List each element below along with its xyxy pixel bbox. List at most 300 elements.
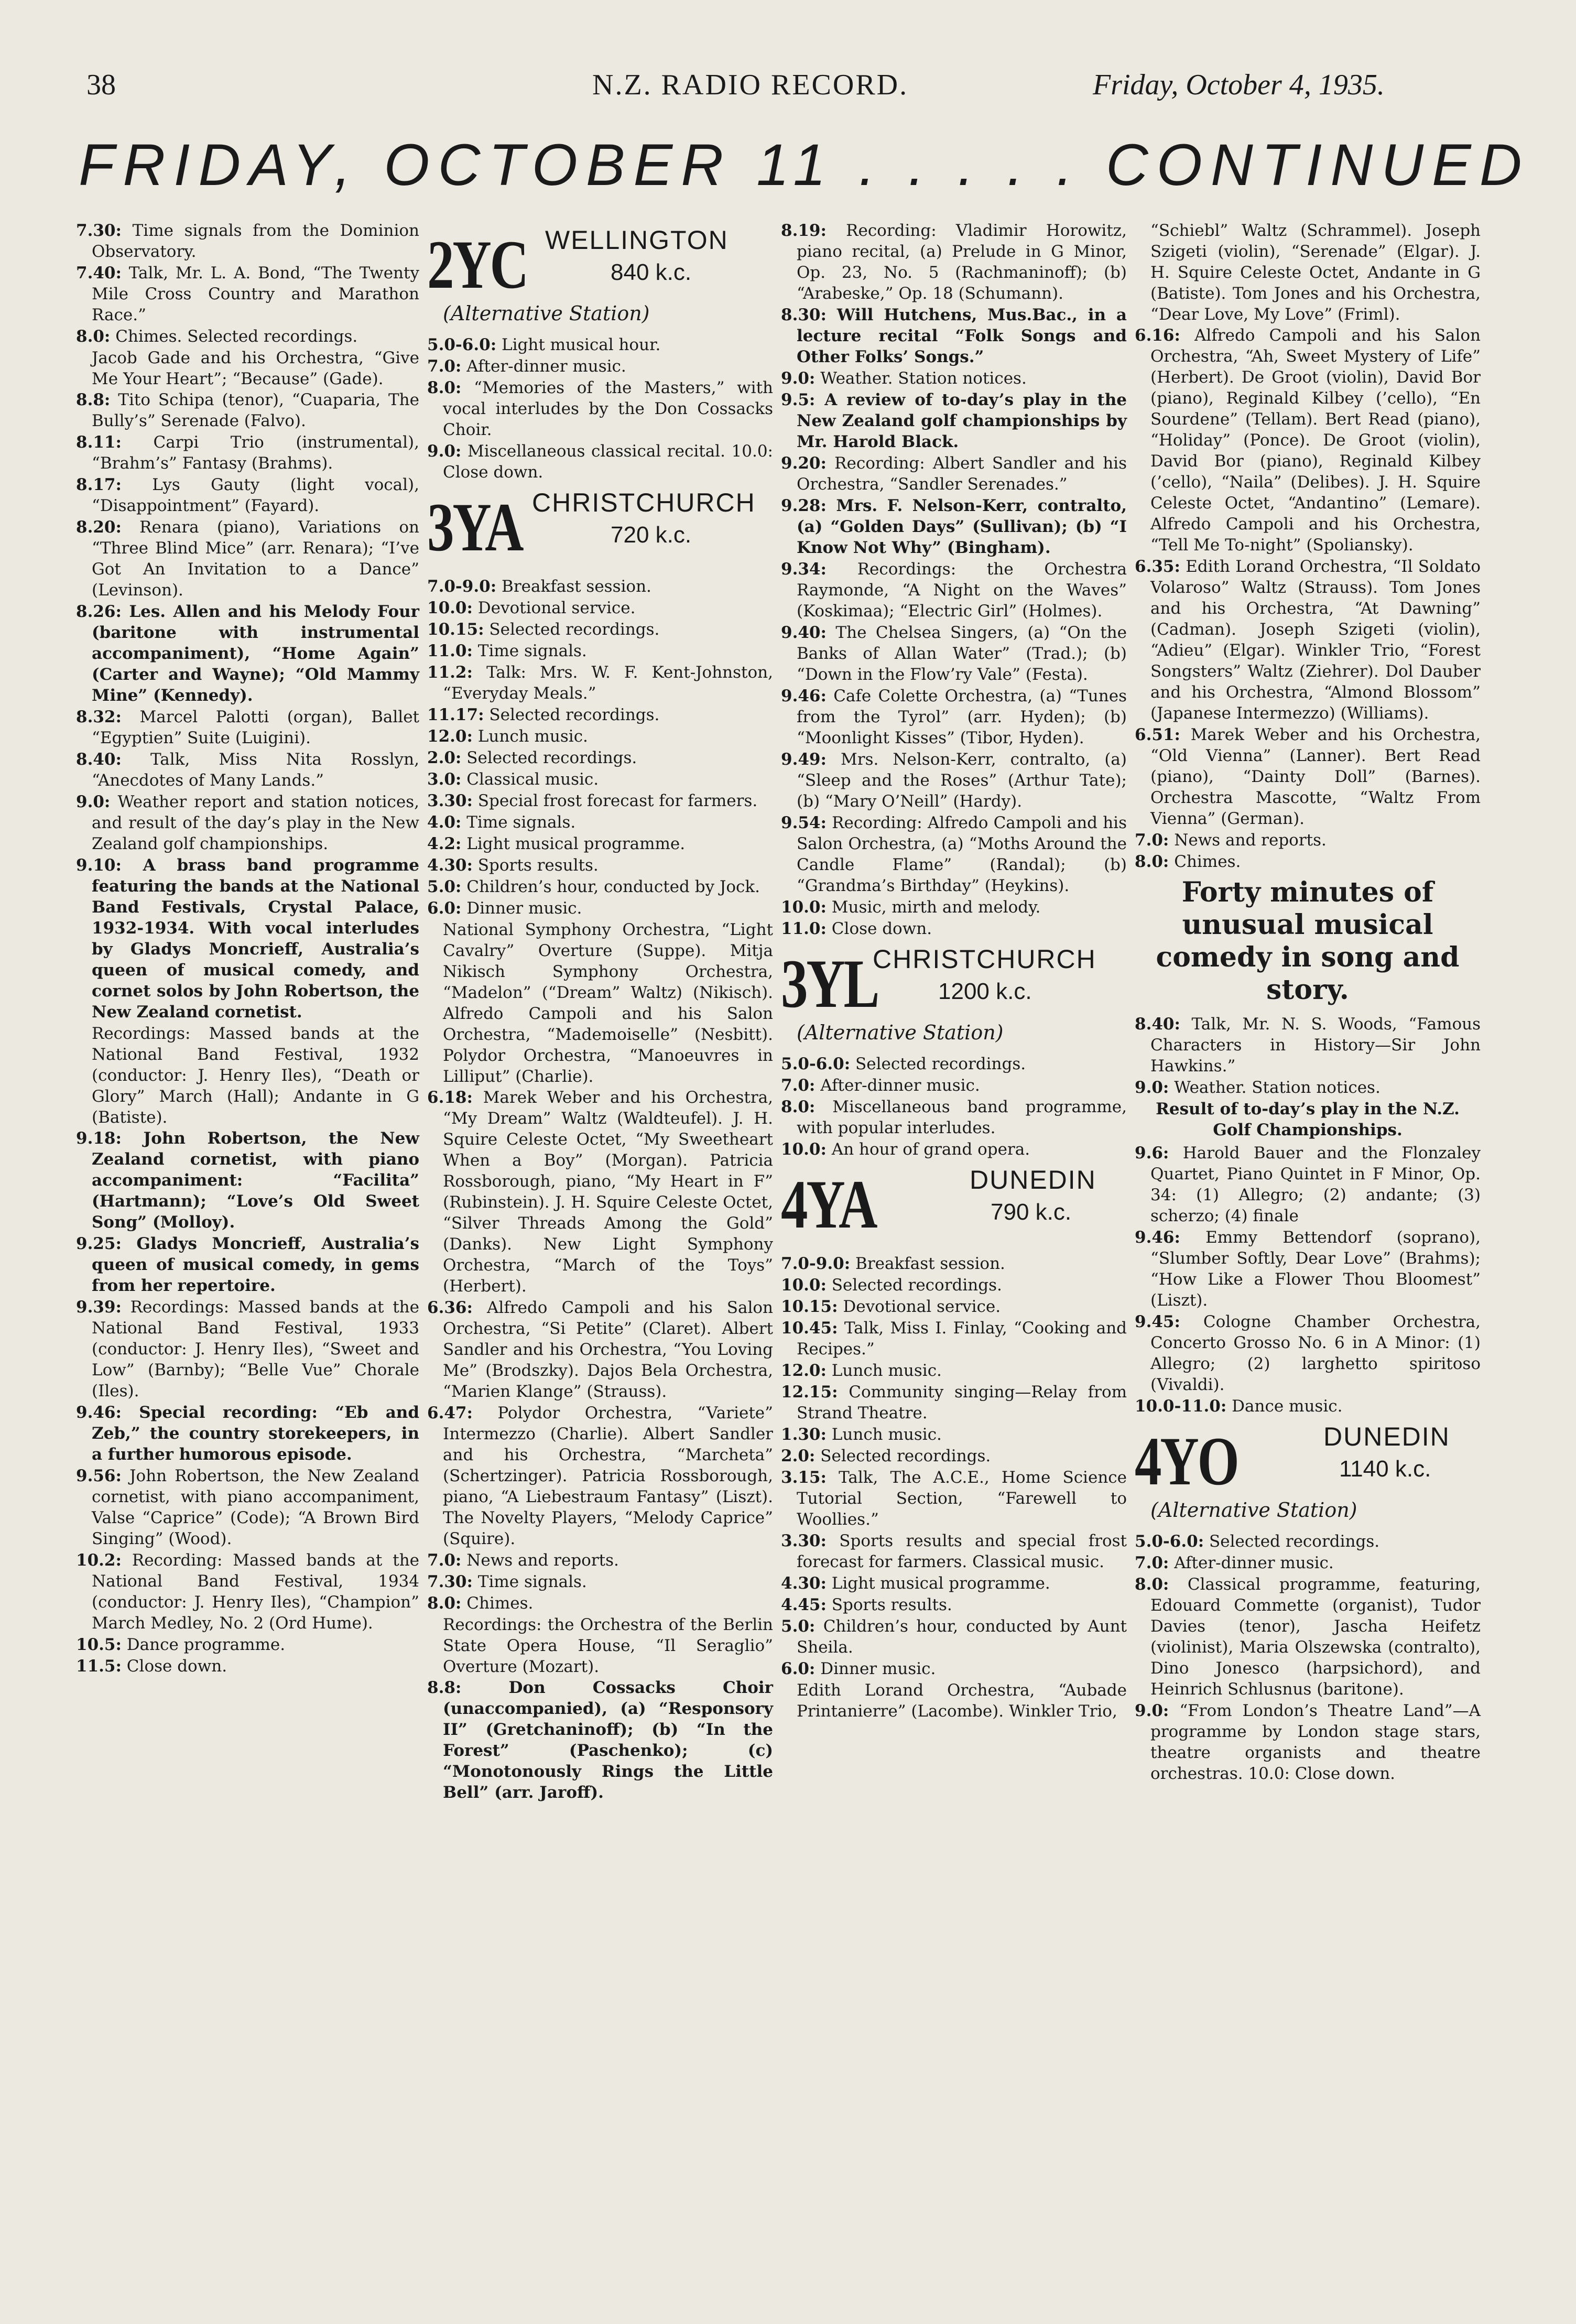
program-entry xyxy=(76,389,419,431)
program-text: Devotional service. xyxy=(838,1297,1001,1316)
publication-title: N.Z. RADIO RECORD. xyxy=(592,69,909,101)
program-text: “From London’s Theatre Land”—A programme by London stage stars, theatre organists and theatre orchestras. 10.0: Close down. xyxy=(1150,1701,1481,1783)
program-continuation: Recordings: the Orchestra of the Berlin State Opera House, “Il Seraglio” Overture (Mozart). xyxy=(443,1615,773,1676)
program-text: Chimes. xyxy=(1169,852,1241,871)
program-time: 8.8: xyxy=(427,1678,462,1697)
program-text: Alfredo Campoli and his Salon Orchestra, “Ah, Sweet Mystery of Life” (Herbert). De Groot (violin), David Bor (piano), Reginald Kilbey (’cello), “En Sourdene” (Tellam). Bert Read (piano), “Holiday” (Ponce). De Groot (violin), David Bor (piano), Reginald Kilbey (’cello), “Naila” (Delibes). J. H. Squire Celeste Octet, “Andantino” (Lemare). Alfredo Campoli and his Orchestra, “Tell Me To-night” (Spoliansky). xyxy=(1150,326,1481,555)
program-entry xyxy=(1135,556,1481,724)
program-time: 7.0-9.0: xyxy=(781,1254,851,1273)
program-entry xyxy=(781,622,1127,685)
program-continuation: National Symphony Orchestra, “Light Cavalry” Overture (Suppe). Mitja Nikisch Symphony Orchestra, “Madelon” (“Dream” Waltz) (Nikisch). Alfredo Campoli and his Salon Orchestra, “Mademoiselle” (Nesbitt). Polydor Orchestra, “Manoeuvres in Lilliput” (Charlie). xyxy=(443,920,773,1086)
program-time: 8.0: xyxy=(427,378,462,397)
program-entry xyxy=(781,1275,1127,1296)
program-entry xyxy=(781,495,1127,558)
program-time: 11.0: xyxy=(427,642,473,660)
program-text: After-dinner music. xyxy=(815,1076,980,1095)
program-text: Children’s hour, conducted by Aunt Sheila. xyxy=(797,1617,1127,1657)
program-list xyxy=(427,334,773,483)
program-entry xyxy=(781,559,1127,622)
program-time: 12.0: xyxy=(427,727,473,746)
program-text: Don Cossacks Choir (unaccompanied), (a) “Responsory II” (Gretchaninoff); (b) “In the Forest” (Paschenko); (c) “Monotonously Rings the Little Bell” (arr. Jaroff). xyxy=(443,1678,773,1802)
program-text: Selected recordings. xyxy=(1204,1532,1380,1551)
program-entry xyxy=(781,1594,1127,1615)
program-entry xyxy=(76,1128,419,1233)
program-entry xyxy=(781,389,1127,452)
program-text: Weather. Station notices. xyxy=(815,369,1027,388)
program-time: 10.0-11.0: xyxy=(1135,1397,1227,1416)
program-time: 8.0: xyxy=(76,327,111,346)
station-frequency: 1200 k.c. xyxy=(938,979,1032,1004)
program-time: 9.0: xyxy=(1135,1701,1169,1720)
program-text: Sports results. xyxy=(826,1595,952,1614)
program-text: News and reports. xyxy=(1169,831,1327,850)
program-time: 11.0: xyxy=(781,919,827,938)
program-text: Recording: Alfredo Campoli and his Salon Orchestra, (a) “Moths Around the Candle Flame” (Randal); (b) “Grandma’s Birthday” (Heykins). xyxy=(797,813,1127,895)
program-time: 7.0: xyxy=(1135,831,1169,850)
program-list xyxy=(1135,220,1481,872)
program-time: 11.2: xyxy=(427,663,473,682)
program-time: 7.0: xyxy=(781,1076,816,1095)
program-entry xyxy=(1135,851,1481,872)
program-text: John Robertson, the New Zealand cornetist, with piano accompaniment: “Facilita” (Hartmann); “Love’s Old Sweet Song” (Molloy). xyxy=(92,1129,419,1232)
program-time: 7.0-9.0: xyxy=(427,577,497,596)
program-time: 2.0: xyxy=(781,1447,816,1465)
program-time: 8.26: xyxy=(76,602,122,621)
program-text: Close down. xyxy=(826,919,932,938)
program-time: 5.0-6.0: xyxy=(1135,1532,1204,1551)
program-time: 9.46: xyxy=(1135,1228,1180,1247)
program-text: Classical music. xyxy=(461,770,599,789)
program-entry xyxy=(1135,830,1481,851)
program-entry xyxy=(781,1318,1127,1360)
program-text: Weather. Station notices. xyxy=(1169,1078,1381,1097)
station-4ya xyxy=(781,1165,1127,1244)
program-time: 6.16: xyxy=(1135,326,1180,345)
program-text: Edith Lorand Orchestra, “Il Soldato Volaroso” Waltz (Strauss). Tom Jones and his Orchestra, “At Dawning” (Cadman). Joseph Szigeti (violin), “Adieu” (Elgar). Winkler Trio, “Forest Songsters” Waltz (Ziehrer). Dol Dauber and his Orchestra, “Almond Blossom” (Japanese Intermezzo) (Williams). xyxy=(1150,557,1481,723)
program-time: 10.15: xyxy=(781,1297,838,1316)
golf-result-notice: Result of to-day’s play in the N.Z. Golf Championships. xyxy=(1156,1100,1460,1139)
program-entry xyxy=(76,707,419,748)
program-entry xyxy=(781,453,1127,495)
program-text: Talk, Miss I. Finlay, “Cooking and Recipes.” xyxy=(797,1319,1127,1359)
station-city: CHRISTCHURCH xyxy=(532,488,756,517)
program-time: 6.18: xyxy=(427,1088,473,1107)
program-entry xyxy=(781,368,1127,389)
program-entry xyxy=(427,833,773,854)
program-entry xyxy=(427,812,773,833)
program-entry xyxy=(427,576,773,597)
station-3yl xyxy=(781,944,1127,1044)
program-time: 4.2: xyxy=(427,834,462,853)
program-time: 9.40: xyxy=(781,623,827,642)
program-text: Cafe Colette Orchestra, (a) “Tunes from the Tyrol” (arr. Hyden); (b) “Moonlight Kisses” (Tibor, Hyden). xyxy=(797,687,1127,747)
program-text: Music, mirth and melody. xyxy=(826,898,1041,917)
program-time: 9.46: xyxy=(76,1403,122,1422)
program-list xyxy=(781,1253,1127,1722)
program-time: 9.39: xyxy=(76,1298,122,1317)
program-text: Les. Allen and his Melody Four (baritone with instrumental accompaniment), “Home Again” (Carter and Wayne); “Old Mammy Mine” (Kennedy). xyxy=(92,602,419,705)
program-entry xyxy=(427,1550,773,1571)
program-time: 4.30: xyxy=(781,1574,827,1593)
program-time: 4.30: xyxy=(427,856,473,875)
program-list xyxy=(1135,1014,1481,1098)
program-text: Selected recordings. xyxy=(826,1276,1002,1295)
program-text: Light musical programme. xyxy=(826,1574,1050,1593)
program-entry xyxy=(427,876,773,897)
program-time: 8.40: xyxy=(1135,1015,1180,1034)
program-text: Dance programme. xyxy=(121,1635,286,1654)
program-entry xyxy=(76,220,419,262)
program-entry xyxy=(76,601,419,706)
program-text: Mrs. F. Nelson-Kerr, contralto, (a) “Golden Days” (Sullivan); (b) “I Know Not Why” (Bingham). xyxy=(797,496,1127,557)
program-text: Weather report and station notices, and result of the day’s play in the New Zealand golf championships. xyxy=(92,792,419,853)
program-entry xyxy=(427,1593,773,1614)
program-text: Alfredo Campoli and his Salon Orchestra, “Si Petite” (Claret). Albert Sandler and his Orchestra, “You Loving Me” (Brodszky). Dajos Bela Orchestra, “Marien Klange” (Strauss). xyxy=(443,1298,773,1401)
station-callsign: 2YC xyxy=(427,226,527,303)
program-time: 7.40: xyxy=(76,264,122,283)
program-time: 8.0: xyxy=(1135,852,1169,871)
program-entry xyxy=(76,1297,419,1402)
program-text: Breakfast session. xyxy=(850,1254,1005,1273)
program-time: 9.5: xyxy=(781,390,816,409)
station-city: DUNEDIN xyxy=(970,1165,1096,1194)
program-text: Sports results. xyxy=(472,856,599,875)
program-text: Chimes. xyxy=(461,1594,534,1613)
program-entry xyxy=(781,1573,1127,1594)
page-number: 38 xyxy=(86,69,116,101)
program-time: 6.35: xyxy=(1135,557,1180,576)
program-time: 9.25: xyxy=(76,1234,122,1253)
program-text: Will Hutchens, Mus.Bac., in a lecture recital “Folk Songs and Other Folks’ Songs.” xyxy=(797,306,1127,366)
program-entry xyxy=(427,704,773,725)
program-entry xyxy=(781,1253,1127,1274)
program-text: “Memories of the Masters,” with vocal interludes by the Don Cossacks Choir. xyxy=(443,378,773,439)
program-text: Sports results and special frost forecast for farmers. Classical music. xyxy=(797,1532,1127,1571)
program-time: 3.0: xyxy=(427,770,462,789)
program-entry xyxy=(76,1634,419,1655)
program-text: Time signals. xyxy=(472,642,587,660)
station-city: DUNEDIN xyxy=(1323,1422,1450,1451)
program-time: 8.0: xyxy=(781,1098,816,1116)
program-text: Carpi Trio (instrumental), “Brahm’s” Fantasy (Brahms). xyxy=(92,433,419,473)
program-time: 4.45: xyxy=(781,1595,827,1614)
program-time: 10.5: xyxy=(76,1635,122,1654)
program-time: 9.18: xyxy=(76,1129,122,1148)
program-entry xyxy=(1135,1014,1481,1077)
program-time: 9.0: xyxy=(781,369,816,388)
program-text: John Robertson, the New Zealand cornetist, with piano accompaniment, Valse “Caprice” (Code); “A Brown Bird Singing” (Wood). xyxy=(92,1467,419,1548)
program-list xyxy=(781,1054,1127,1160)
column-3 xyxy=(781,220,1127,1722)
program-text: Recordings: the Orchestra Raymonde, “A Night on the Waves” (Koskimaa); “Electric Girl” (Holmes). xyxy=(797,560,1127,621)
program-time: 7.0: xyxy=(427,1551,462,1570)
program-entry xyxy=(781,1446,1127,1467)
program-time: 4.0: xyxy=(427,813,462,832)
program-entry xyxy=(76,749,419,791)
program-entry xyxy=(781,1096,1127,1138)
program-time: 9.54: xyxy=(781,813,827,832)
program-text: Selected recordings. xyxy=(484,705,660,724)
station-alternative-label: (Alternative Station) xyxy=(797,1021,1004,1044)
issue-date: Friday, October 4, 1935. xyxy=(1093,69,1385,101)
program-time: 8.0: xyxy=(427,1594,462,1613)
program-entry xyxy=(427,377,773,440)
program-text: Miscellaneous band programme, with popular interludes. xyxy=(797,1098,1127,1137)
program-entry xyxy=(427,726,773,747)
program-time: 6.36: xyxy=(427,1298,473,1317)
program-text: Selected recordings. xyxy=(850,1055,1026,1073)
program-entry xyxy=(781,1360,1127,1381)
program-text: Classical programme, featuring, Edouard Commette (organist), Tudor Davies (tenor), Jascha Heifetz (violinist), Maria Olszewska (contralto), Dino Jonesco (harpsichord), and Heinrich Schlusnus (baritone). xyxy=(1150,1575,1481,1699)
program-text: Time signals from the Dominion Observatory. xyxy=(92,221,419,261)
program-time: 5.0: xyxy=(427,877,462,896)
program-text: Recording: Albert Sandler and his Orchestra, “Sandler Serenades.” xyxy=(797,454,1127,494)
program-time: 7.0: xyxy=(427,357,462,376)
program-text: Special frost forecast for farmers. xyxy=(472,791,758,810)
program-entry xyxy=(1135,724,1481,829)
program-time: 3.30: xyxy=(781,1532,827,1550)
program-text: Talk: Mrs. W. F. Kent-Johnston, “Everyday Meals.” xyxy=(443,663,773,703)
program-text: Gladys Moncrieff, Australia’s queen of musical comedy, in gems from her repertoire. xyxy=(92,1234,419,1295)
program-time: 10.0: xyxy=(427,599,473,617)
program-text: Recording: Massed bands at the National Band Festival, 1934 (conductor: J. Henry Iles), “Champion” March Medley, No. 2 (Ord Hume). xyxy=(92,1551,419,1633)
station-frequency: 1140 k.c. xyxy=(1339,1456,1431,1482)
program-text: Lunch music. xyxy=(472,727,588,746)
program-entry xyxy=(781,1530,1127,1572)
program-entry xyxy=(1135,1227,1481,1311)
program-time: 9.34: xyxy=(781,560,827,579)
station-city: WELLINGTON xyxy=(545,225,729,255)
program-entry xyxy=(427,1571,773,1592)
program-text: Devotional service. xyxy=(472,599,636,617)
program-entry xyxy=(427,1403,773,1549)
program-entry xyxy=(781,812,1127,896)
program-list xyxy=(76,220,419,1677)
program-entry xyxy=(781,918,1127,939)
program-entry xyxy=(76,855,419,1023)
station-callsign: 4YA xyxy=(781,1166,876,1243)
program-text: Dinner music. xyxy=(461,899,582,918)
program-entry xyxy=(427,898,773,919)
program-entry xyxy=(781,1467,1127,1530)
program-text: Marcel Palotti (organ), Ballet “Egyptien” Suite (Luigini). xyxy=(92,708,419,747)
program-time: 5.0-6.0: xyxy=(781,1055,851,1073)
program-entry xyxy=(427,769,773,790)
program-entry xyxy=(781,1382,1127,1424)
program-time: 6.0: xyxy=(427,899,462,918)
program-text: Dance music. xyxy=(1226,1397,1343,1416)
program-text: Talk, Mr. N. S. Woods, “Famous Characters in History—Sir John Hawkins.” xyxy=(1150,1015,1481,1076)
program-entry xyxy=(1135,1396,1481,1417)
program-entry xyxy=(427,619,773,640)
program-entry xyxy=(1135,1574,1481,1700)
program-list xyxy=(427,576,773,1803)
program-text: Harold Bauer and the Flonzaley Quartet, Piano Quintet in F Minor, Op. 34: (1) Allegro; (2) andante; (3) scherzo; (4) finale xyxy=(1150,1144,1481,1225)
program-text: Dinner music. xyxy=(815,1659,936,1678)
program-entry xyxy=(1135,1552,1481,1573)
program-time: 6.51: xyxy=(1135,725,1180,744)
program-text: Talk, The A.C.E., Home Science Tutorial Section, “Farewell to Woollies.” xyxy=(797,1468,1127,1529)
program-text: Cologne Chamber Orchestra, Concerto Grosso No. 6 in A Minor: (1) Allegro; (2) larghetto spiritoso (Vivaldi). xyxy=(1150,1312,1481,1394)
program-entry xyxy=(781,686,1127,748)
program-text: Community singing—Relay from Strand Theatre. xyxy=(797,1383,1127,1422)
program-continuation: Edith Lorand Orchestra, “Aubade Printanierre” (Lacombe). Winkler Trio, xyxy=(797,1681,1127,1721)
program-time: 8.30: xyxy=(781,306,827,324)
program-time: 9.45: xyxy=(1135,1312,1180,1331)
program-time: 8.0: xyxy=(1135,1575,1169,1594)
program-time: 7.0: xyxy=(1135,1554,1169,1572)
program-entry xyxy=(781,305,1127,367)
program-entry xyxy=(427,790,773,811)
program-time: 9.20: xyxy=(781,454,827,473)
program-continuation: Recordings: Massed bands at the National Band Festival, 1932 (conductor: J. Henry Iles), “Death or Glory” March (Hall); Andante in G (Batiste). xyxy=(92,1024,419,1127)
program-entry xyxy=(427,1087,773,1297)
program-entry xyxy=(781,1139,1127,1160)
program-text: Marek Weber and his Orchestra, “Old Vienna” (Lanner). Bert Read (piano), “Dainty Doll” (Barnes). Orchestra Mascotte, “Waltz From Vienna” (German). xyxy=(1150,725,1481,828)
program-time: 2.0: xyxy=(427,748,462,767)
station-frequency: 790 k.c. xyxy=(991,1199,1072,1225)
program-continuation: Jacob Gade and his Orchestra, “Give Me Your Heart”; “Because” (Gade). xyxy=(92,349,419,388)
program-entry xyxy=(781,749,1127,812)
program-text: Emmy Bettendorf (soprano), “Slumber Softly, Dear Love” (Brahms); “How Like a Flower Thou Bloomest” (Liszt). xyxy=(1150,1228,1481,1310)
station-alternative-label: (Alternative Station) xyxy=(1150,1498,1357,1522)
program-entry xyxy=(1135,1531,1481,1552)
program-entry xyxy=(76,1656,419,1677)
program-time: 8.32: xyxy=(76,708,122,726)
program-text: A brass band programme featuring the bands at the National Band Festivals, Crystal Palace, 1932-1934. With vocal interludes by Gladys Moncrieff, Australia’s queen of musical comedy, and cornet solos by John Robertson, the New Zealand cornetist. xyxy=(92,856,419,1022)
program-entry xyxy=(427,1297,773,1402)
program-text: Lunch music. xyxy=(826,1425,942,1444)
program-time: 9.10: xyxy=(76,856,122,875)
program-entry xyxy=(781,1424,1127,1445)
program-entry xyxy=(427,334,773,355)
program-time: 8.11: xyxy=(76,433,122,452)
program-list xyxy=(1135,1531,1481,1784)
program-text: Talk, Miss Nita Rosslyn, “Anecdotes of Many Lands.” xyxy=(92,750,419,790)
program-text: Light musical hour. xyxy=(496,335,661,354)
program-text: News and reports. xyxy=(461,1551,619,1570)
program-text: A review of to-day’s play in the New Zealand golf championships by Mr. Harold Black. xyxy=(797,390,1127,451)
program-entry xyxy=(781,220,1127,304)
program-time: 9.28: xyxy=(781,496,827,515)
program-entry xyxy=(76,326,419,347)
program-entry xyxy=(1135,1700,1481,1784)
station-3ya xyxy=(427,488,773,567)
station-callsign: 3YA xyxy=(427,488,523,566)
program-text: An hour of grand opera. xyxy=(826,1140,1030,1159)
station-callsign: 4YO xyxy=(1135,1422,1238,1500)
program-time: 3.30: xyxy=(427,791,473,810)
program-entry xyxy=(427,855,773,876)
program-entry xyxy=(427,598,773,618)
program-text: Tito Schipa (tenor), “Cuaparia, The Bully’s” Serenade (Falvo). xyxy=(92,390,419,430)
program-entry xyxy=(76,432,419,474)
program-time: 7.30: xyxy=(427,1572,473,1591)
station-frequency: 720 k.c. xyxy=(611,522,692,548)
program-text: Chimes. Selected recordings. xyxy=(110,327,358,346)
program-entry xyxy=(781,1296,1127,1317)
program-entry xyxy=(76,474,419,516)
program-entry xyxy=(76,263,419,325)
program-entry xyxy=(781,1075,1127,1096)
program-text: Renara (piano), Variations on “Three Blind Mice” (arr. Renara); “I’ve Got An Invitation to a Dance” (Levinson). xyxy=(92,518,419,600)
program-entry xyxy=(781,1658,1127,1679)
program-time: 5.0: xyxy=(781,1617,816,1636)
promo-heading: Forty minutes of unusual musical comedy in song and story. xyxy=(1156,876,1460,1006)
program-text: Time signals. xyxy=(472,1572,587,1591)
station-2yc xyxy=(427,225,773,325)
program-text: Close down. xyxy=(121,1657,227,1676)
program-text: Recording: Vladimir Horowitz, piano recital, (a) Prelude in G Minor, Op. 23, No. 5 (Rachmaninoff); (b) “Arabeske,” Op. 18 (Schumann). xyxy=(797,221,1127,303)
program-text: Selected recordings. xyxy=(484,620,660,639)
program-entry xyxy=(427,441,773,483)
program-entry xyxy=(427,356,773,377)
program-entry xyxy=(76,1233,419,1296)
program-entry xyxy=(781,897,1127,918)
program-time: 5.0-6.0: xyxy=(427,335,497,354)
program-time: 10.0: xyxy=(781,1276,827,1295)
program-entry xyxy=(76,517,419,601)
program-time: 12.0: xyxy=(781,1361,827,1380)
column-4 xyxy=(1135,220,1481,1785)
station-frequency: 840 k.c. xyxy=(611,259,692,285)
program-text: Talk, Mr. L. A. Bond, “The Twenty Mile Cross Country and Marathon Race.” xyxy=(92,264,419,324)
program-time: 6.0: xyxy=(781,1659,816,1678)
program-entry xyxy=(781,1616,1127,1658)
program-entry xyxy=(1135,1143,1481,1226)
program-text: Selected recordings. xyxy=(815,1447,991,1465)
program-time: 1.30: xyxy=(781,1425,827,1444)
program-time: 9.49: xyxy=(781,750,827,769)
program-time: 8.19: xyxy=(781,221,827,240)
program-entry xyxy=(76,1465,419,1549)
program-time: 11.5: xyxy=(76,1657,122,1676)
station-city: CHRISTCHURCH xyxy=(873,944,1096,974)
program-entry xyxy=(76,1402,419,1465)
program-text: Time signals. xyxy=(461,813,576,832)
program-time: 10.15: xyxy=(427,620,484,639)
program-text: Special recording: “Eb and Zeb,” the country storekeepers, in a further humorous episode. xyxy=(92,1403,419,1464)
program-time: 9.6: xyxy=(1135,1144,1169,1163)
program-time: 6.47: xyxy=(427,1404,473,1422)
program-text: Recordings: Massed bands at the National Band Festival, 1933 (conductor: J. Henry Iles), “Sweet and Low” (Barnby); “Belle Vue” Chorale (Iles). xyxy=(92,1298,419,1400)
program-entry xyxy=(1135,325,1481,556)
program-text: Lys Gauty (light vocal), “Disappointment” (Fayard). xyxy=(92,475,419,515)
program-time: 9.0: xyxy=(76,792,111,811)
program-time: 10.2: xyxy=(76,1551,122,1570)
column-2 xyxy=(427,220,773,1804)
program-time: 8.17: xyxy=(76,475,122,494)
program-text: Breakfast session. xyxy=(496,577,651,596)
program-text: Lunch music. xyxy=(826,1361,942,1380)
program-time: 8.8: xyxy=(76,390,111,409)
program-time: 10.0: xyxy=(781,1140,827,1159)
program-time: 11.17: xyxy=(427,705,484,724)
program-text: Light musical programme. xyxy=(461,834,686,853)
program-entry xyxy=(781,1054,1127,1074)
station-4yo xyxy=(1135,1422,1481,1522)
program-text: Children’s hour, conducted by Jock. xyxy=(461,877,760,896)
program-entry xyxy=(427,747,773,768)
program-text: Mrs. Nelson-Kerr, contralto, (a) “Sleep and the Roses” (Arthur Tate); (b) “Mary O’Neill” (Hardy). xyxy=(797,750,1127,811)
program-time: 10.0: xyxy=(781,898,827,917)
program-entry xyxy=(427,1677,773,1803)
program-continuation: “Schiebl” Waltz (Schrammel). Joseph Szigeti (violin), “Serenade” (Elgar). J. H. Squire Celeste Octet, Andante in G (Batiste). Tom Jones and his Orchestra, “Dear Love, My Love” (Friml). xyxy=(1150,221,1481,324)
program-time: 12.15: xyxy=(781,1383,838,1402)
program-entry xyxy=(427,662,773,704)
program-text: Selected recordings. xyxy=(461,748,637,767)
program-entry xyxy=(76,1550,419,1634)
